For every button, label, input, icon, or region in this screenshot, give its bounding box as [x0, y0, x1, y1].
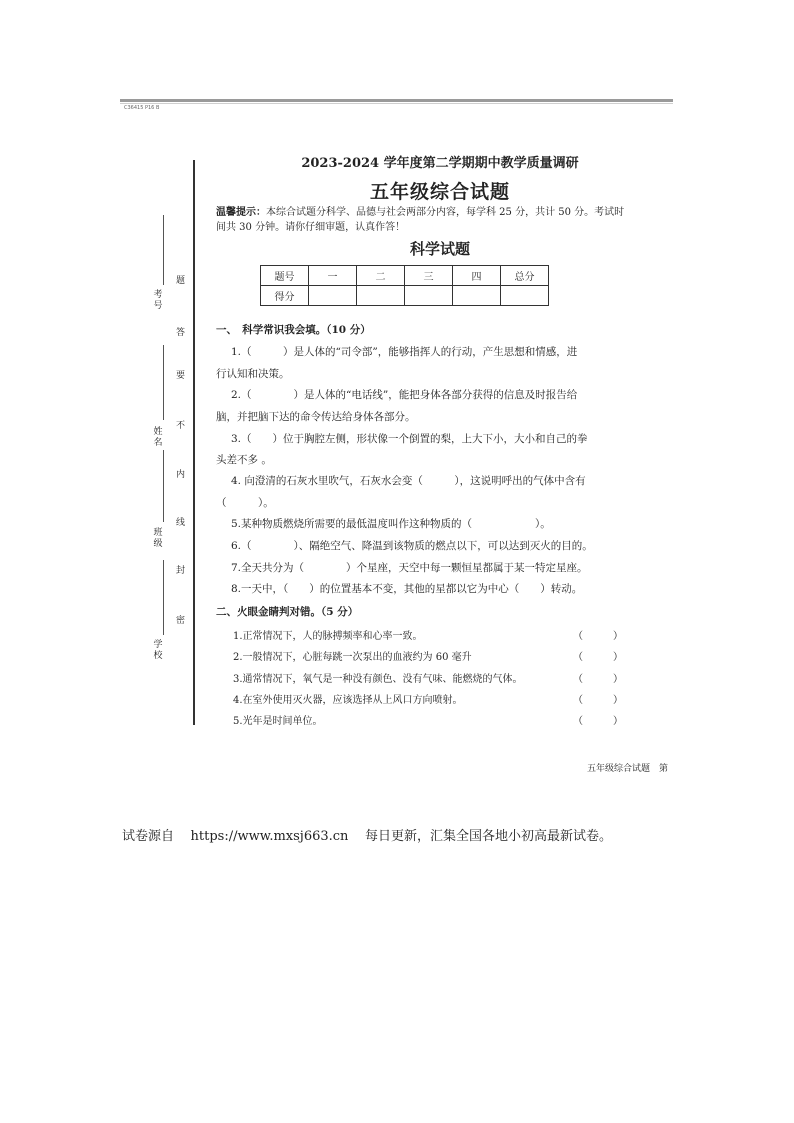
scan-top-rule-shadow: [120, 103, 673, 104]
class-label: 班级: [153, 528, 163, 549]
question-line: 8.一天中，（ ）的位置基本不变，其他的星都以它为中心（ ）转动。: [231, 583, 583, 595]
binding-line: [193, 160, 195, 725]
seal-char: 不: [176, 421, 186, 431]
seal-char: 题: [176, 276, 186, 286]
school-blank: [163, 560, 164, 635]
part2-title: 二、火眼金睛判对错。（5 分）: [216, 606, 359, 618]
score-table-header-cell: 总分: [501, 266, 549, 286]
question-line: 头差不多 。: [216, 454, 272, 466]
section-title: 科学试题: [409, 240, 470, 258]
true-false-item: [233, 712, 623, 727]
exam-subtitle: 五年级综合试题: [369, 181, 510, 203]
answer-parentheses[interactable]: （ ）: [573, 716, 623, 727]
true-false-text: 4.在室外使用灭火器，应该选择从上风口方向喷射。: [233, 695, 463, 706]
score-table-score-row: [261, 286, 549, 306]
question-line: 4. 向澄清的石灰水里吹气，石灰水会变（ ），这说明呼出的气体中含有: [231, 475, 586, 487]
name-blank: [163, 345, 164, 420]
seal-char: 内: [176, 470, 186, 480]
answer-parentheses[interactable]: （ ）: [573, 695, 623, 706]
part1-title: 一、 科学常识我会填。（10 分）: [216, 324, 371, 336]
score-table: [260, 265, 549, 306]
score-cell[interactable]: [309, 286, 357, 306]
scan-code: C36415 P16 B: [124, 105, 160, 111]
tip-label: 温馨提示：: [216, 207, 266, 218]
true-false-item: [233, 691, 623, 706]
true-false-text: 5.光年是时间单位。: [233, 716, 323, 727]
name-label: 姓名: [153, 427, 163, 448]
score-cell[interactable]: [453, 286, 501, 306]
true-false-text: 1.正常情况下，人的脉搏频率和心率一致。: [233, 631, 423, 642]
answer-parentheses[interactable]: （ ）: [573, 652, 623, 663]
score-table-header-cell: 题号: [261, 266, 309, 286]
tip-text: [216, 205, 628, 235]
true-false-item: [233, 648, 623, 663]
question-line: 7.全天共分为（ ）个星座，天空中每一颗恒星都属于某一特定星座。: [231, 562, 588, 574]
score-cell[interactable]: [357, 286, 405, 306]
score-cell[interactable]: [405, 286, 453, 306]
answer-parentheses[interactable]: （ ）: [573, 674, 623, 685]
seal-char: 封: [176, 566, 186, 576]
scan-top-rule: [120, 99, 673, 102]
seal-char: 答: [176, 328, 186, 338]
score-table-header-row: [261, 266, 549, 286]
score-row-label: 得分: [261, 286, 309, 306]
class-blank: [163, 450, 164, 522]
school-label: 学校: [153, 640, 163, 661]
question-line: 2.（ ）是人体的“电话线”，能把身体各部分获得的信息及时报告给: [231, 389, 578, 401]
source-line: 试卷源自 https://www.mxsj663.cn 每日更新，汇集全国各地小初高最新试卷。: [122, 829, 612, 844]
question-line: 1.（ ）是人体的“司令部”，能够指挥人的行动，产生思想和情感，进: [231, 346, 578, 358]
seal-char: 要: [176, 371, 186, 381]
tip-body: 本综合试题分科学、品德与社会两部分内容，每学科 25 分，共计 50 分。考试时间共 30 分钟。请你仔细审题，认真作答！: [216, 207, 625, 233]
question-line: 3.（ ）位于胸腔左侧，形状像一个倒置的梨，上大下小，大小和自己的拳: [231, 433, 588, 445]
true-false-item: [233, 627, 623, 642]
score-table-header-cell: 四: [453, 266, 501, 286]
exam-number-label: 考号: [153, 290, 163, 311]
seal-char: 线: [176, 518, 186, 528]
exam-title: 2023-2024 学年度第二学期期中教学质量调研: [301, 156, 579, 171]
question-line: 6.（ ）、隔绝空气、降温到该物质的燃点以下，可以达到灭火的目的。: [231, 540, 593, 552]
score-cell[interactable]: [501, 286, 549, 306]
score-table-header-cell: 一: [309, 266, 357, 286]
score-table-header-cell: 三: [405, 266, 453, 286]
page-footer: 五年级综合试题 第: [587, 764, 669, 774]
seal-char: 密: [176, 616, 186, 626]
true-false-text: 2.一般情况下，心脏每跳一次泵出的血液约为 60 毫升: [233, 652, 472, 663]
true-false-text: 3.通常情况下，氧气是一种没有颜色、没有气味、能燃烧的气体。: [233, 674, 523, 685]
exam-number-blank: [163, 215, 164, 285]
question-line: （ ）。: [216, 497, 274, 509]
question-line: 5.某种物质燃烧所需要的最低温度叫作这种物质的（ ）。: [231, 518, 551, 530]
score-table-header-cell: 二: [357, 266, 405, 286]
true-false-item: [233, 670, 623, 685]
answer-parentheses[interactable]: （ ）: [573, 631, 623, 642]
question-line: 脑，并把脑下达的命令传达给身体各部分。: [216, 411, 416, 423]
question-line: 行认知和决策。: [216, 368, 290, 380]
